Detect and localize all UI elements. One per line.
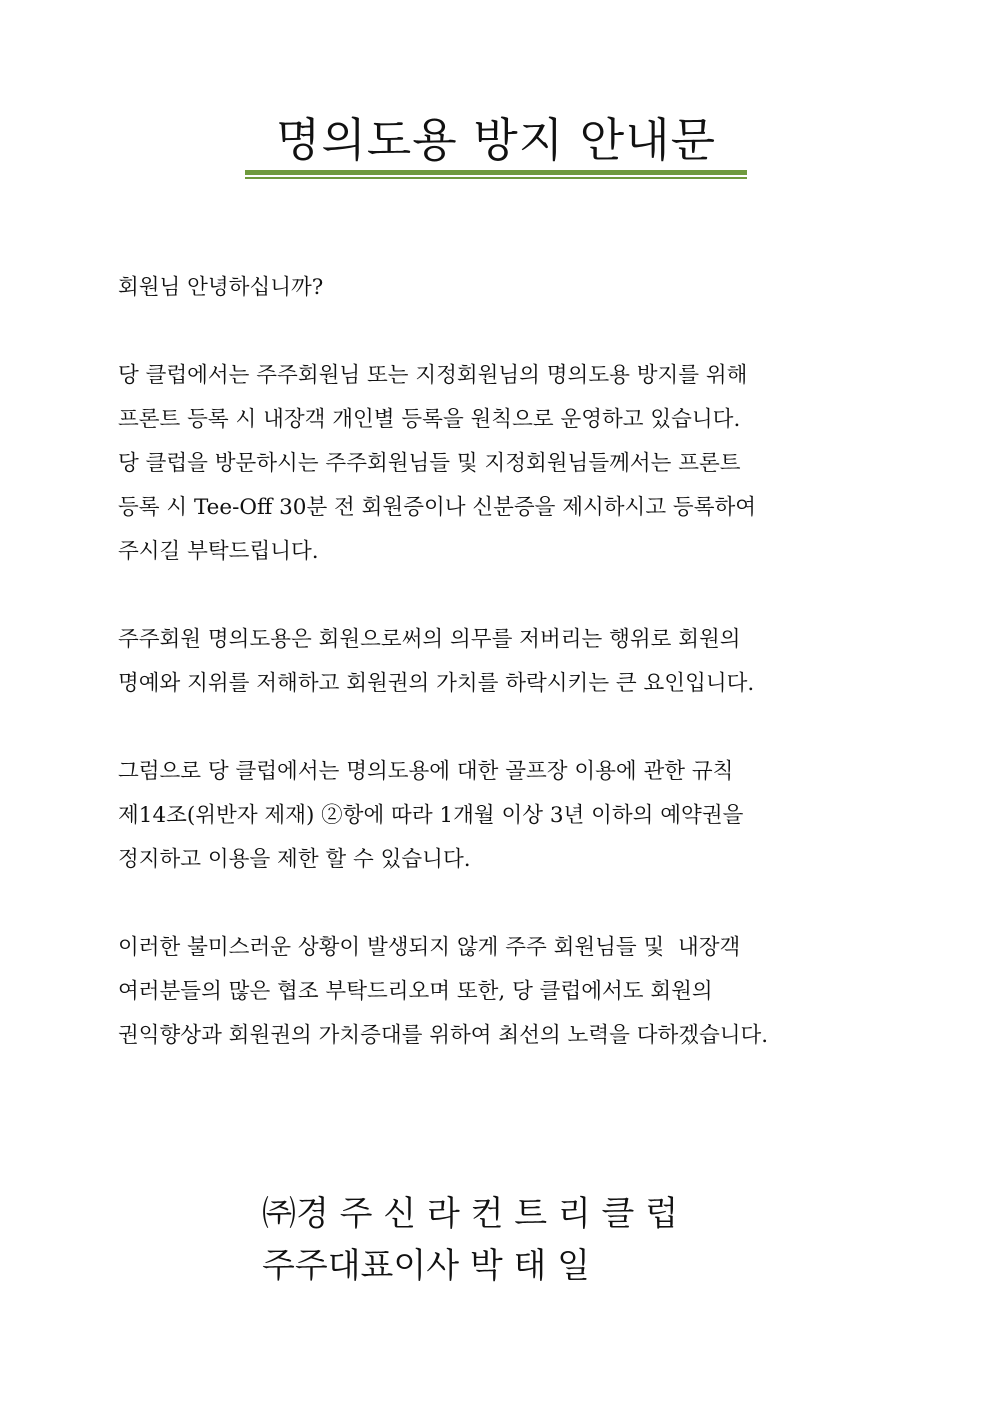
document-title: 명의도용 방지 안내문: [275, 113, 717, 167]
body-line: 주시길 부탁드립니다.: [118, 539, 319, 564]
body-line: 제14조(위반자 제재) ②항에 따라 1개월 이상 3년 이하의 예약권을: [118, 803, 744, 828]
signature-block: [262, 1188, 742, 1292]
body-line: 여러분들의 많은 협조 부탁드리오며 또한, 당 클럽에서도 회원의: [118, 979, 713, 1004]
body-line: 명예와 지위를 저해하고 회원권의 가치를 하락시키는 큰 요인입니다.: [118, 671, 755, 696]
body-text: [118, 266, 888, 1058]
body-line: 권익향상과 회원권의 가치증대를 위하여 최선의 노력을 다하겠습니다.: [118, 1023, 769, 1048]
title-block: [245, 108, 747, 172]
body-line: 프론트 등록 시 내장객 개인별 등록을 원칙으로 운영하고 있습니다.: [118, 407, 741, 432]
body-line: [118, 574, 888, 618]
body-line: [118, 706, 888, 750]
representative-name: 주주대표이사 박 태 일: [262, 1246, 591, 1286]
body-line: 주주회원 명의도용은 회원으로써의 의무를 저버리는 행위로 회원의: [118, 627, 741, 652]
company-name: ㈜경 주 신 라 컨 트 리 클 럽: [262, 1194, 679, 1234]
body-line: 정지하고 이용을 제한 할 수 있습니다.: [118, 847, 471, 872]
body-line: 당 클럽을 방문하시는 주주회원님들 및 지정회원님들께서는 프론트: [118, 451, 741, 476]
body-line: 등록 시 Tee-Off 30분 전 회원증이나 신분증을 제시하시고 등록하여: [118, 495, 757, 520]
body-line: 당 클럽에서는 주주회원님 또는 지정회원님의 명의도용 방지를 위해: [118, 363, 748, 388]
body-line: 그럼으로 당 클럽에서는 명의도용에 대한 골프장 이용에 관한 규칙: [118, 759, 734, 784]
body-line: [118, 310, 888, 354]
title-underline-thick: [245, 170, 747, 175]
body-line: 이러한 불미스러운 상황이 발생되지 않게 주주 회원님들 및 내장객: [118, 935, 741, 960]
body-line: 회원님 안녕하십니까?: [118, 275, 324, 300]
body-line: [118, 882, 888, 926]
title-underline-thin: [245, 177, 747, 179]
